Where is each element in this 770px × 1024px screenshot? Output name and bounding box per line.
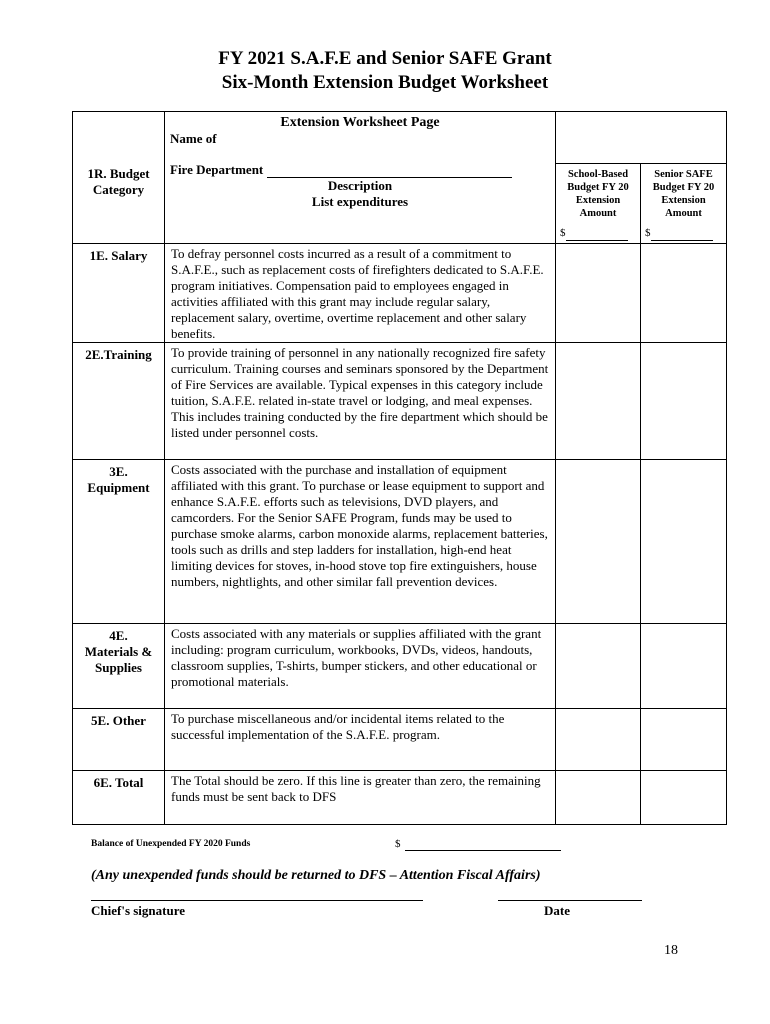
row-category: 2E.Training <box>73 343 165 460</box>
row-description: The Total should be zero. If this line is greater than zero, the remaining funds must be sent back to DFS <box>165 771 556 825</box>
list-expenditures-header: List expenditures <box>311 193 409 209</box>
document-title: FY 2021 S.A.F.E and Senior SAFE Grant <box>218 48 552 69</box>
amount-header-top <box>556 112 727 164</box>
budget-worksheet-table <box>72 111 727 825</box>
table-row <box>73 460 727 624</box>
school-based-dollar: $ <box>560 227 566 239</box>
school-based-amount-cell[interactable] <box>556 244 641 343</box>
date-field[interactable] <box>498 900 642 901</box>
worksheet-header-cell <box>165 112 556 164</box>
row-description: Costs associated with any materials or supplies affiliated with the grant including: program curriculum, workbooks, DVDs, videos, handouts, classroom supplies, T-shirts, bumper stickers, and other educational or promotional materials. <box>165 624 556 709</box>
description-header: Description <box>327 177 393 193</box>
senior-safe-amount-cell[interactable] <box>641 624 727 709</box>
senior-safe-amount-cell[interactable] <box>641 244 727 343</box>
row-description: To defray personnel costs incurred as a result of a commitment to S.A.F.E., such as replacement costs of firefighters dedicated to S.A.F.E. program initiatives. Compensation paid to employees engaged in activities affiliated with this grant may include regular salary, replacement salary, overtime, overtime replacement and other salary benefits. <box>165 244 556 343</box>
senior-safe-total-field[interactable] <box>651 240 713 241</box>
balance-label: Balance of Unexpended FY 2020 Funds <box>91 839 251 849</box>
senior-safe-amount-cell[interactable] <box>641 709 727 771</box>
school-based-header-cell <box>556 164 641 244</box>
row-description: To purchase miscellaneous and/or incidental items related to the successful implementation of the S.A.F.E. program. <box>165 709 556 771</box>
school-based-amount-cell[interactable] <box>556 460 641 624</box>
row-description: Costs associated with the purchase and installation of equipment affiliated with this grant. To purchase or lease equipment to support and enhance S.A.F.E. efforts such as televisions, DVD players, and camcorders. For the Senior SAFE Program, funds may be used to purchase smoke alarms, carbon monoxide alarms, replacement batteries, tools such as drills and step ladders for installation, high-end heat limiting devices for stoves, in-hood stove top fire extinguishers, house numbers, nightlights, and other similar fall prevention devices. <box>165 460 556 624</box>
row-category: 5E. Other <box>73 709 165 771</box>
fire-department-label: Fire Department <box>170 161 264 177</box>
row-category: 6E. Total <box>73 771 165 825</box>
worksheet-page-label: Extension Worksheet Page <box>280 115 440 130</box>
document-subtitle: Six-Month Extension Budget Worksheet <box>221 72 549 93</box>
row-category: 3E. Equipment <box>73 460 165 624</box>
category-header: 1R. Budget Category <box>87 166 150 197</box>
category-header-cell <box>73 112 165 244</box>
balance-dollar-sign: $ <box>395 838 401 850</box>
table-row <box>73 624 727 709</box>
row-category: 4E. Materials & Supplies <box>73 624 165 709</box>
senior-safe-amount-cell[interactable] <box>641 343 727 460</box>
school-based-amount-cell[interactable] <box>556 624 641 709</box>
table-row <box>73 244 727 343</box>
table-row <box>73 709 727 771</box>
school-based-amount-cell[interactable] <box>556 771 641 825</box>
senior-safe-amount-cell[interactable] <box>641 460 727 624</box>
name-of-label: Name of <box>170 131 217 146</box>
school-based-header: School-Based Budget FY 20 Extension Amount <box>567 169 629 219</box>
table-row <box>73 771 727 825</box>
senior-safe-amount-cell[interactable] <box>641 771 727 825</box>
school-based-total-field[interactable] <box>566 240 628 241</box>
senior-safe-header: Senior SAFE Budget FY 20 Extension Amount <box>652 169 715 219</box>
row-description: To provide training of personnel in any nationally recognized fire safety curriculum. Training courses and seminars sponsored by the Department of Fire Services are available. Typical expenses in this category include tuition, S.A.F.E. related in-state travel or lodging, and meal expenses. This includes training conducted by the fire department which should be listed under personnel costs. <box>165 343 556 460</box>
senior-safe-header-cell <box>641 164 727 244</box>
description-header-cell <box>165 161 556 244</box>
signature-label: Chief's signature <box>91 903 186 918</box>
page-number: 18 <box>664 943 678 958</box>
school-based-amount-cell[interactable] <box>556 343 641 460</box>
return-funds-note: (Any unexpended funds should be returned to DFS – Attention Fiscal Affairs) <box>91 868 541 883</box>
table-row <box>73 343 727 460</box>
row-category: 1E. Salary <box>73 244 165 343</box>
balance-field[interactable] <box>405 850 561 851</box>
senior-safe-dollar: $ <box>645 227 651 239</box>
date-label: Date <box>544 903 570 918</box>
school-based-amount-cell[interactable] <box>556 709 641 771</box>
signature-field[interactable] <box>91 900 423 901</box>
